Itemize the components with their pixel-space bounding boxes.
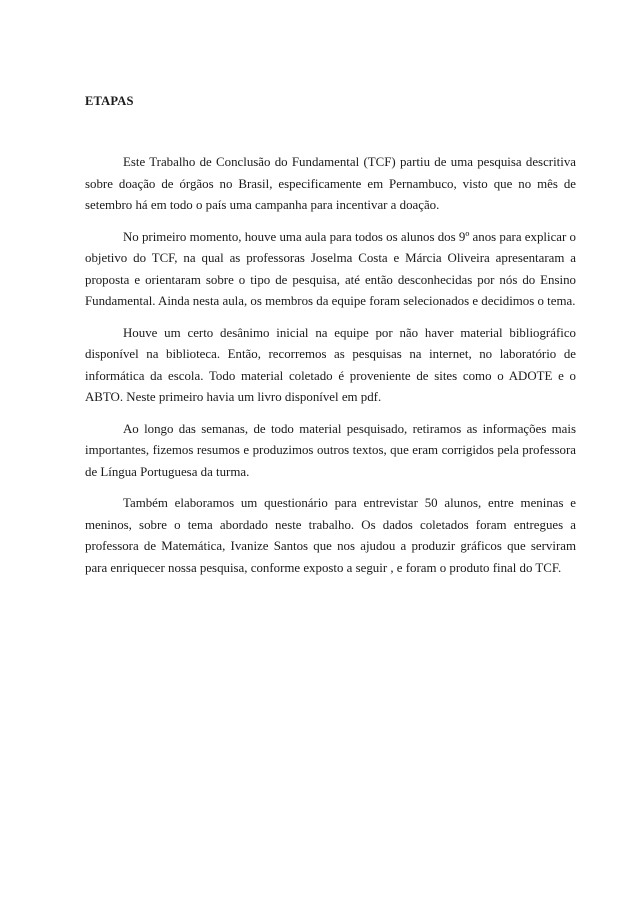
section-heading: ETAPAS — [85, 94, 134, 108]
body-text — [85, 152, 576, 589]
paragraph-3: Houve um certo desânimo inicial na equipe por não haver material bibliográfico disponível na biblioteca. Então, recorremos as pesquisas na internet, no laboratório de informática da escola. Todo material coletado é proveniente de sites como o ADOTE e o ABTO. Neste primeiro havia um livro disponível em pdf. — [85, 325, 576, 404]
paragraph-5: Também elaboramos um questionário para entrevistar 50 alunos, entre meninas e meninos, sobre o tema abordado neste trabalho. Os dados coletados foram entregues a professora de Matemática, Ivanize Santos que nos ajudou a produzir gráficos que serviram para enriquecer nossa pesquisa, conforme exposto a seguir , e foram o produto final do TCF. — [85, 496, 576, 575]
paragraph-1: Este Trabalho de Conclusão do Fundamental (TCF) partiu de uma pesquisa descritiva sobre doação de órgãos no Brasil, especificamente em Pernambuco, visto que no mês de setembro há em todo o país uma campanha para incentivar a doação. — [85, 155, 576, 212]
paragraph-4: Ao longo das semanas, de todo material pesquisado, retiramos as informações mais importantes, fizemos resumos e produzimos outros textos, que eram corrigidos pela professora de Língua Portuguesa da turma. — [85, 421, 576, 479]
paragraph-2: No primeiro momento, houve uma aula para todos os alunos dos 9º anos para explicar o objetivo do TCF, na qual as professoras Joselma Costa e Márcia Oliveira apresentaram a proposta e orientaram sobre o tipo de pesquisa, até então desconhecidas por nós do Ensino Fundamental. Ainda nesta aula, os membros da equipe foram selecionados e decidimos o tema. — [85, 229, 576, 308]
